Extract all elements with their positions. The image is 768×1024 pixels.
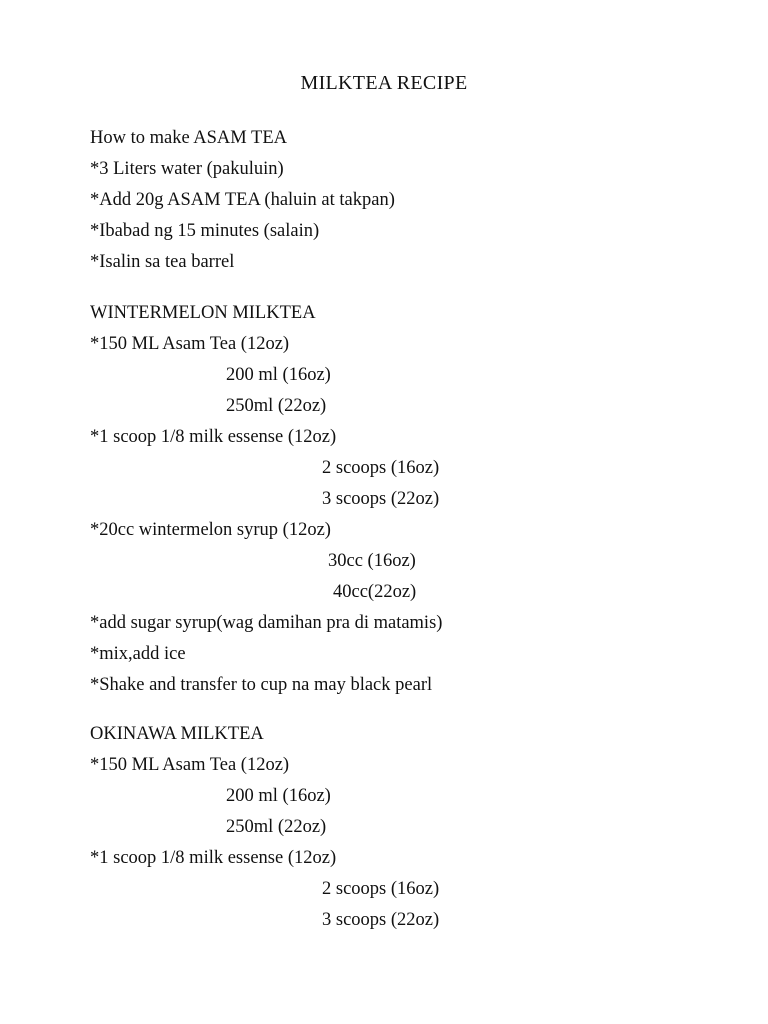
wintermelon-essence: *1 scoop 1/8 milk essense (12oz) [90, 427, 337, 447]
asam-heading: How to make ASAM TEA [90, 128, 287, 148]
asam-step-4: *Isalin sa tea barrel [90, 252, 235, 272]
okinawa-essence-16oz: 2 scoops (16oz) [322, 879, 440, 899]
wintermelon-syrup: *20cc wintermelon syrup (12oz) [90, 520, 331, 540]
wintermelon-syrup-22oz: 40cc(22oz) [333, 582, 417, 602]
okinawa-essence: *1 scoop 1/8 milk essense (12oz) [90, 848, 337, 868]
wintermelon-syrup-16oz: 30cc (16oz) [328, 551, 416, 571]
document-title: MILKTEA RECIPE [300, 72, 468, 94]
okinawa-tea: *150 ML Asam Tea (12oz) [90, 755, 290, 775]
okinawa-tea-16oz: 200 ml (16oz) [226, 786, 331, 806]
wintermelon-mix: *mix,add ice [90, 644, 186, 664]
asam-step-3: *Ibabad ng 15 minutes (salain) [90, 221, 320, 241]
okinawa-heading: OKINAWA MILKTEA [90, 724, 264, 744]
wintermelon-essence-22oz: 3 scoops (22oz) [322, 489, 440, 509]
wintermelon-shake: *Shake and transfer to cup na may black pearl [90, 675, 433, 695]
wintermelon-tea: *150 ML Asam Tea (12oz) [90, 334, 290, 354]
asam-step-2: *Add 20g ASAM TEA (haluin at takpan) [90, 190, 395, 210]
wintermelon-heading: WINTERMELON MILKTEA [90, 303, 316, 323]
okinawa-tea-22oz: 250ml (22oz) [226, 817, 327, 837]
wintermelon-tea-22oz: 250ml (22oz) [226, 396, 327, 416]
wintermelon-essence-16oz: 2 scoops (16oz) [322, 458, 440, 478]
okinawa-essence-22oz: 3 scoops (22oz) [322, 910, 440, 930]
wintermelon-sugar: *add sugar syrup(wag damihan pra di matamis) [90, 613, 443, 633]
asam-step-1: *3 Liters water (pakuluin) [90, 159, 284, 179]
wintermelon-tea-16oz: 200 ml (16oz) [226, 365, 331, 385]
